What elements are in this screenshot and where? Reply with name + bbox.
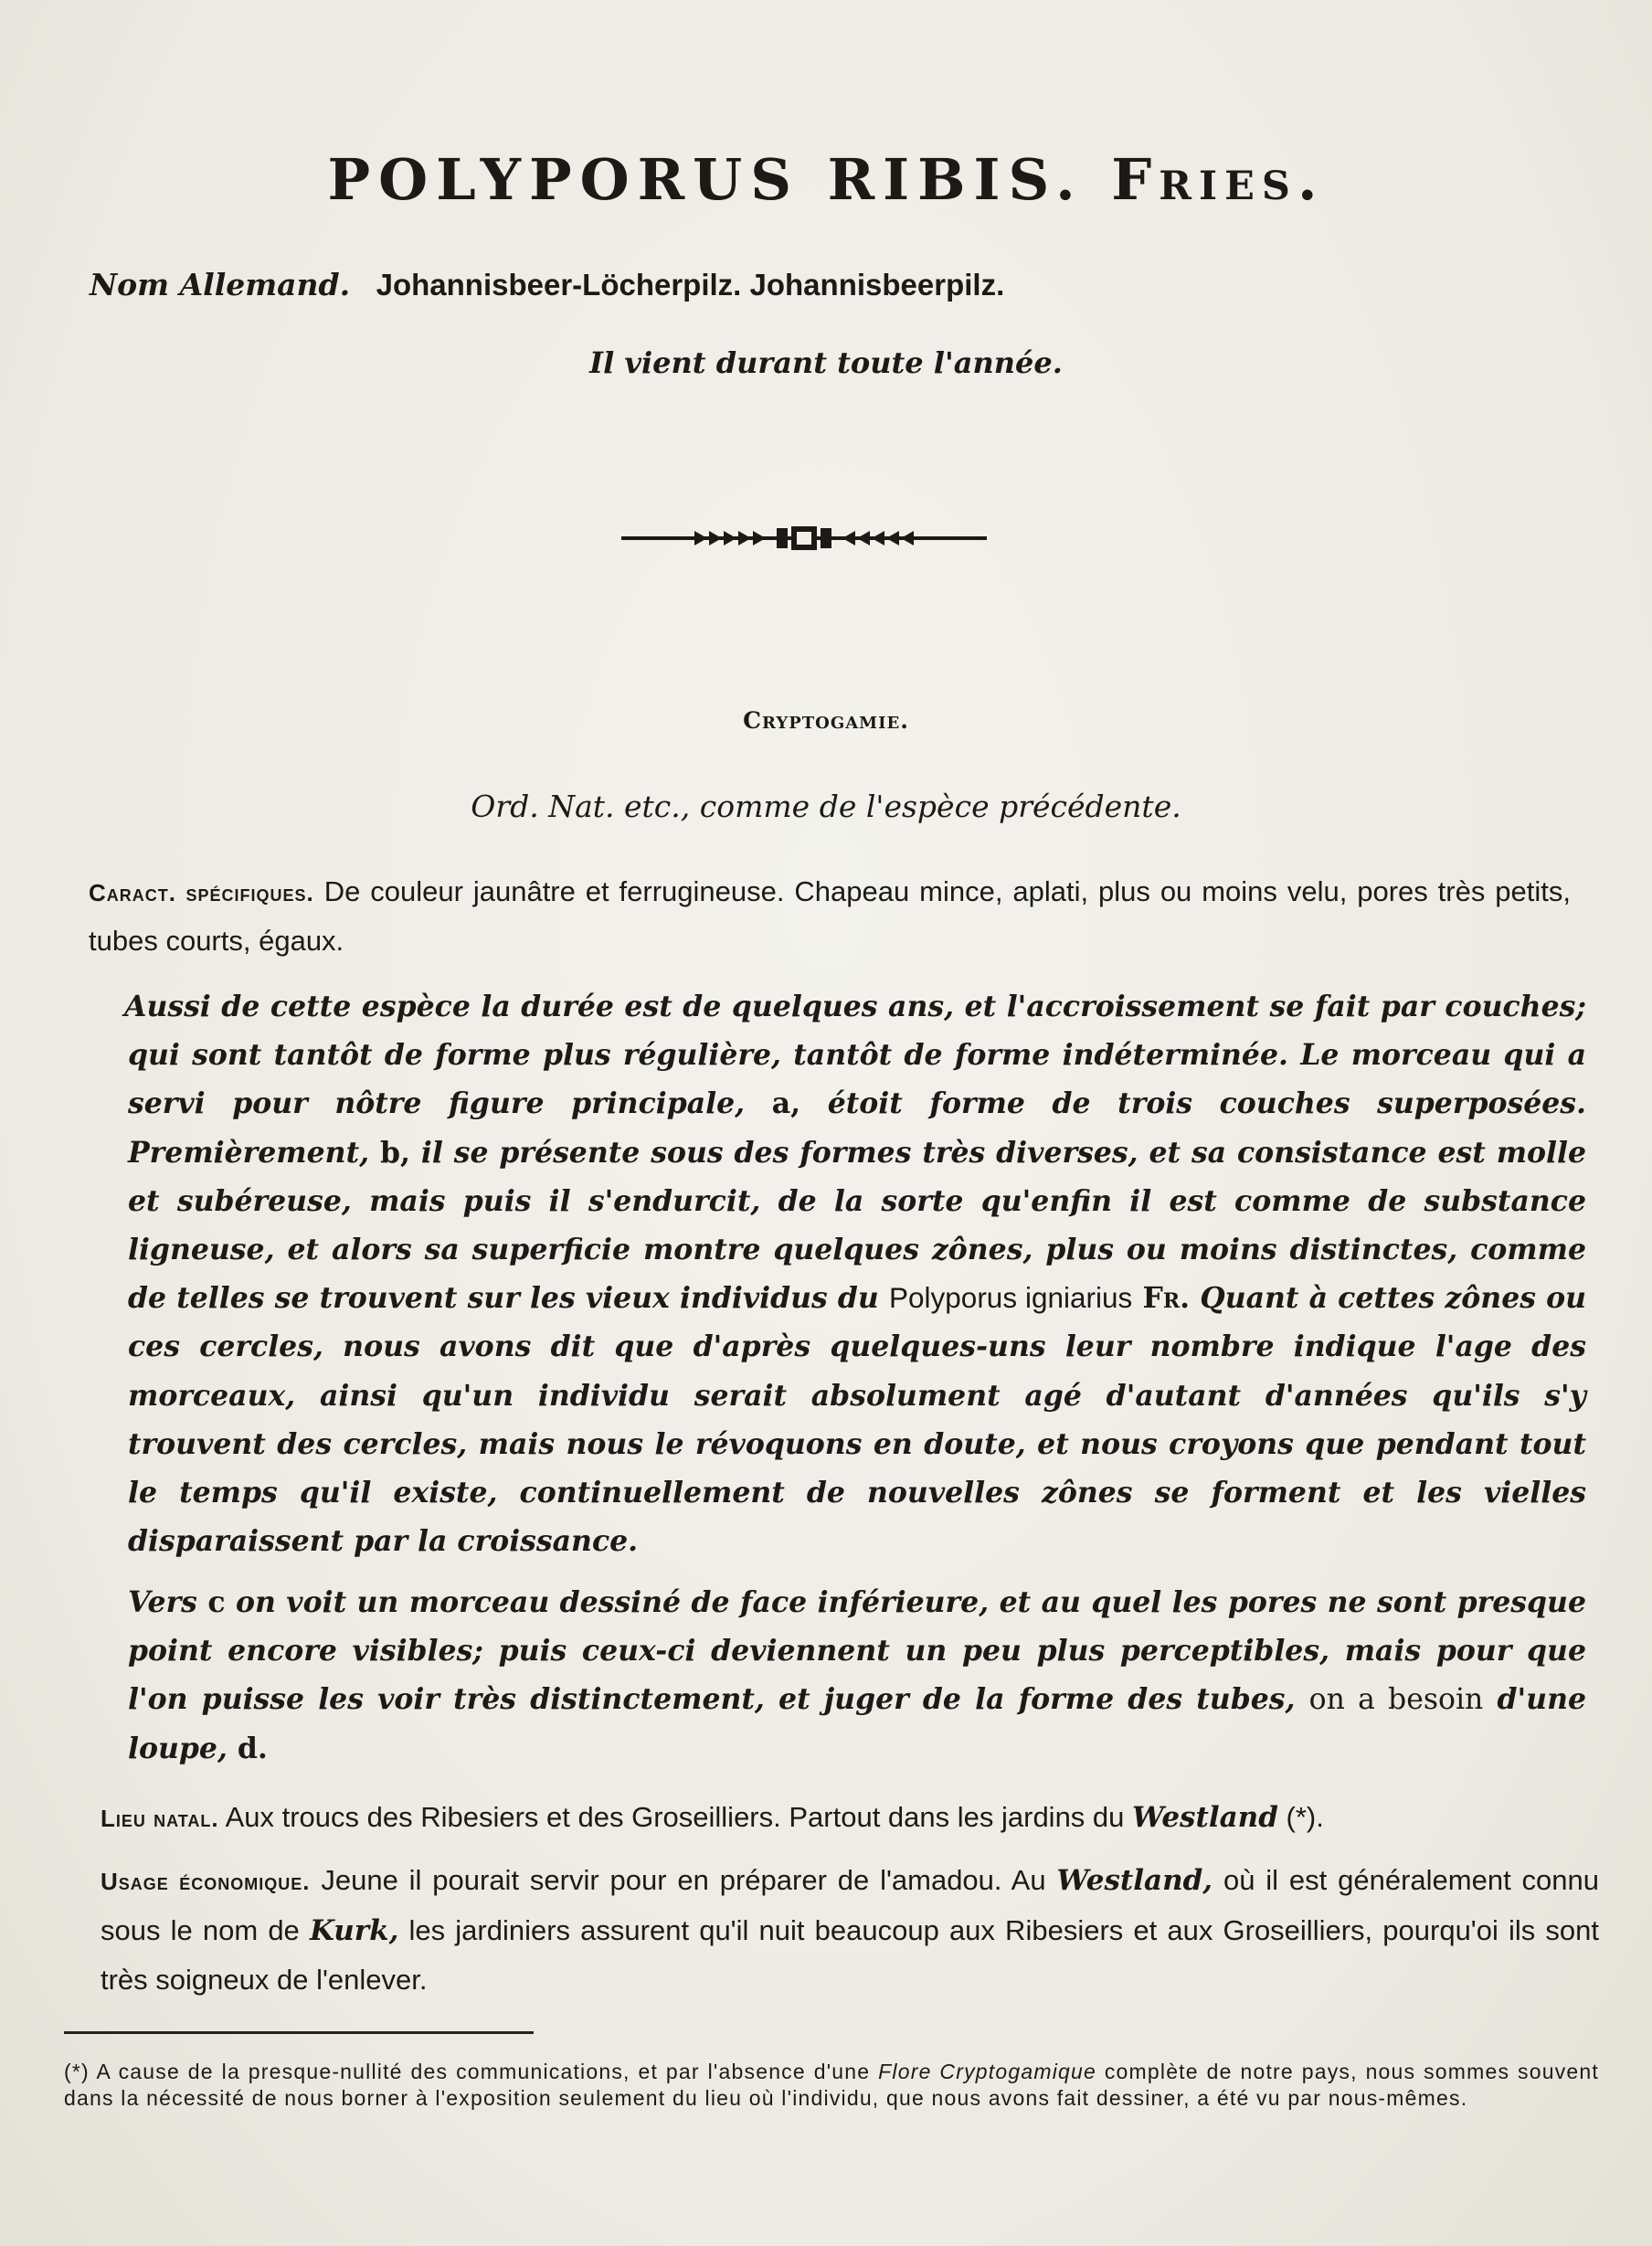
page-title [0, 146, 1652, 213]
german-names: Johannisbeer-Löcherpilz. Johannisbeerpilz. [376, 268, 1005, 302]
specific-characters [89, 868, 1571, 965]
habitat-line [101, 1794, 1599, 1843]
usage-local-name: Kurk, [309, 1914, 399, 1947]
description-paragraph [124, 982, 1587, 1565]
aussi-part4: Quant à cettes zônes ou ces cercles, nous avons dit que d'après quelques-uns leur nombre indique l'age des morceaux, ainsi qu'un individu serait absolument agé d'autant d'années qu'ils s'y trouvent des cercles, mais nous le révoquons en doute, et nous croyons que pendant tout le temps qu'il existe, continuellement de nouvelles zônes se forment et les vielles disparaissent par la croissance. [128, 1281, 1587, 1559]
footnote-text1: (*) A cause de la presque-nullité des communications, et par l'absence d'une [64, 2060, 871, 2083]
vers-part4: d'une loupe, [128, 1682, 1587, 1765]
order-line: Ord. Nat. etc., comme de l'espèce précédente. [471, 789, 1181, 824]
class-heading: Cryptogamie. [743, 707, 909, 734]
underside-paragraph [128, 1578, 1586, 1773]
usage-text2: où il est généralement connu sous le nom de [101, 1864, 1599, 1946]
figure-ref-c: c [207, 1585, 226, 1619]
footnote-rule [64, 2031, 534, 2034]
aussi-part2: étoit forme de trois couches superposées. Premièrement, [128, 1086, 1586, 1170]
caract-label: Caract. spécifiques. [89, 879, 314, 906]
lieu-label: Lieu natal. [101, 1805, 219, 1832]
usage-place: Westland, [1056, 1864, 1213, 1897]
economic-use [101, 1856, 1599, 2004]
usage-text3: les jardiniers assurent qu'il nuit beaucoup aux Ribesiers et aux Groseilliers, pourqu'oi ils sont très soigneux de l'enlever. [101, 1914, 1599, 1996]
german-name-label: Nom Allemand. [90, 267, 351, 302]
vers-part3: on a besoin [1308, 1683, 1484, 1716]
caract-text: De couleur jaunâtre et ferrugineuse. Chapeau mince, aplati, plus ou moins velu, pores très petits, tubes courts, égaux. [89, 875, 1571, 957]
footnote [64, 2059, 1599, 2112]
vers-part2: on voit un morceau dessiné de face inférieure, et au quel les pores ne sont presque point encore visibles; puis ceux-ci deviennent un peu plus perceptibles, mais pour que l'on puisse les voir très distinctement, et juger de la forme des tubes, [128, 1585, 1586, 1716]
usage-text1: Jeune il pourait servir pour en préparer de l'amadou. Au [321, 1864, 1046, 1896]
aussi-part1: Aussi de cette espèce la durée est de quelques ans, et l'accroissement se fait par couches; qui sont tantôt de forme plus régulière, tantôt de forme indéterminée. Le morceau qui a servi pour nôtre figure principale, [124, 990, 1586, 1121]
vers-part1: Vers [128, 1585, 197, 1619]
figure-ref-a: a, [771, 1086, 801, 1121]
title-author: Fries. [1111, 146, 1325, 213]
ornament-divider [621, 525, 987, 551]
footnote-mark: (*). [1286, 1801, 1324, 1833]
aussi-part3: il se présente sous des formes très diverses, et sa consistance est molle et subéreuse, mais puis il s'endurcit, de la sorte qu'enfin il est comme de substance ligneuse, et alors sa superficie montre quelques zônes, plus ou moins distinctes, comme de telles se trouvent sur les vieux individus du [128, 1135, 1587, 1316]
footnote-ital: Flore Cryptogamique [878, 2060, 1096, 2083]
figure-ref-d: d. [237, 1732, 268, 1765]
usage-label: Usage économique. [101, 1868, 311, 1895]
species-name: Polyporus igniarius [889, 1281, 1133, 1315]
footnote-text2: complète de notre pays, nous sommes souvent dans la nécessité de nous borner à l'exposition seulement du lieu où l'individu, que nous avons fait dessiner, a été vu par nous-mêmes. [64, 2060, 1600, 2110]
lieu-text: Aux troucs des Ribesiers et des Groseilliers. Partout dans les jardins du [225, 1801, 1125, 1833]
season-line: Il vient durant toute l'année. [589, 345, 1063, 380]
german-name-line [90, 267, 1004, 302]
lieu-place: Westland [1132, 1801, 1278, 1834]
title-main: POLYPORUS RIBIS. [327, 146, 1084, 213]
species-author: Fr. [1142, 1281, 1191, 1316]
figure-ref-b: b, [380, 1135, 410, 1170]
